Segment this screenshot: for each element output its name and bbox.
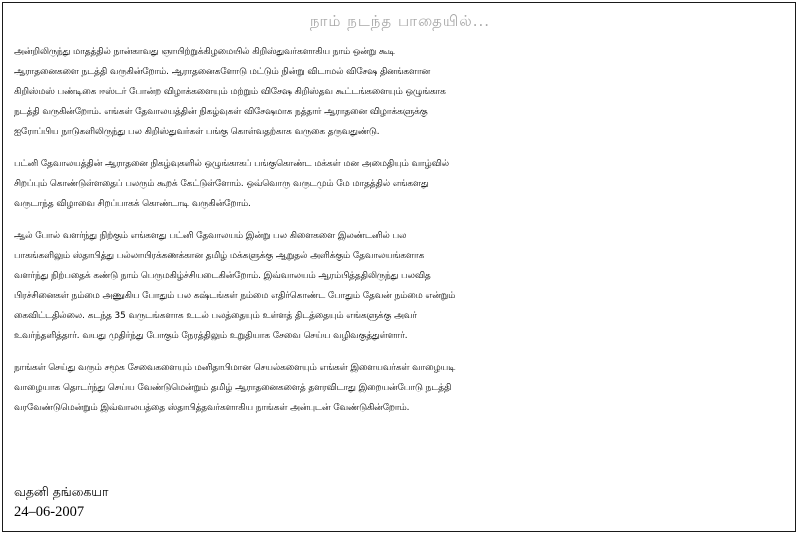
text-line: உவர்ந்தளித்தார். வயது முதிர்ந்து போகும் நேரத்திலும் உறுதியாக சேவை செய்ய வழிவகுத்துள்ளார். (14, 331, 408, 341)
text-line: ஆராதனைகளை நடத்தி வருகின்றோம். ஆராதனைகளோடு மட்டும் நின்று விடாமல் விசேஷ தினங்களான (14, 67, 431, 77)
signature-name: வதனி தங்கையா (14, 484, 109, 499)
paragraph-2 (14, 154, 788, 214)
text-line: நடத்தி வருகின்றோம். எங்கள் தேவாலயத்தின் நிகழ்வுகள் விசேஷமாக நத்தார் ஆராதனை விழாக்களுக்கு (14, 107, 428, 117)
text-line: பட்னி தேவாலயத்தின் ஆராதனை நிகழ்வுகளில் ஒழுங்காகப் பங்குகொண்ட மக்கள் மன அமைதியும் வாழ்வில் (14, 159, 449, 169)
text-line: நாங்கள் செய்து வரும் சமூக சேவைகளையும் மனிதாபிமான செயல்களையும் எங்கள் இளையவர்கள் வாழையடி (14, 363, 456, 373)
text-line: சிறப்பும் கொண்டுள்ளதைப் பலரும் கூறக் கேட்டுள்ளோம். ஒவ்வொரு வருடமும் மே மாதத்தில் எங்களது (14, 179, 429, 189)
text-line: கைவிட்டதில்லை. கடந்த 35 வருடங்களாக உடல் பலத்தையும் உள்ளத் திடத்தையும் எங்களுக்கு அவர் (14, 311, 417, 321)
article-body (14, 42, 788, 430)
text-line: வளர்ந்து நிற்பதைக் கண்டு நாம் பெருமகிழ்ச்சியடைகின்றோம். இவ்வாலயம் ஆரம்பித்ததிலிருந்து பலவித (14, 271, 431, 281)
text-line: வரவேண்டுமென்றும் இவ்வாலயத்தை ஸ்தாபித்தவர்களாகிய நாங்கள் அன்புடன் வேண்டுகின்றோம். (14, 403, 410, 413)
text-line: பிரச்சினைகள் நம்மை அணுகிய போதும் பல கஷ்டங்கள் நம்மை எதிர்கொண்ட போதும் தேவன் நம்மை என்றும் (14, 291, 456, 301)
page-title: நாம் நடந்த பாதையில்... (309, 12, 491, 30)
paragraph-4 (14, 358, 788, 418)
text-line: ஐரோப்பிய நாடுகளிலிருந்து பல கிறிஸ்துவர்கள் பங்கு கொள்வதற்காக வருகை தருவதுண்டு. (14, 127, 380, 137)
paragraph-3 (14, 226, 788, 346)
text-line: கிறிஸ்மஸ் பண்டிகை ஈஸ்டர் போன்ற விழாக்களையும் மற்றும் விசேஷ கிறிஸ்தவ கூட்டங்களையும் ஒழுங்காக (14, 87, 446, 97)
text-line: ஆல் போல் வளர்ந்து நிற்கும் எங்களது பட்னி தேவாலயம் இன்று பல கிளைகளை இலண்டனில் பல (14, 231, 407, 241)
text-line: வாழையாக தொடர்ந்து செய்ய வேண்டுமென்றும் தமிழ் ஆராதனைகளைத் தளரவிடாது இறையன்போடு நடத்தி (14, 383, 452, 393)
text-line: அன்றிலிருந்து மாதத்தில் நான்காவது ஞாயிற்றுக்கிழமையில் கிறிஸ்துவர்களாகிய நாம் ஒன்று கூடி (14, 47, 395, 57)
signature-block (14, 482, 108, 522)
signature-date: 24–06-2007 (14, 504, 85, 520)
paragraph-1 (14, 42, 788, 142)
text-line: வருடாந்த விழாவை சிறப்பாகக் கொண்டாடி வருகின்றோம். (14, 199, 251, 209)
text-line: பாகங்களிலும் ஸ்தாபித்து பல்லாயிரக்கணக்கான தமிழ் மக்களுக்கு ஆறுதல் அளிக்கும் தேவாலயங்களாக (14, 251, 425, 261)
